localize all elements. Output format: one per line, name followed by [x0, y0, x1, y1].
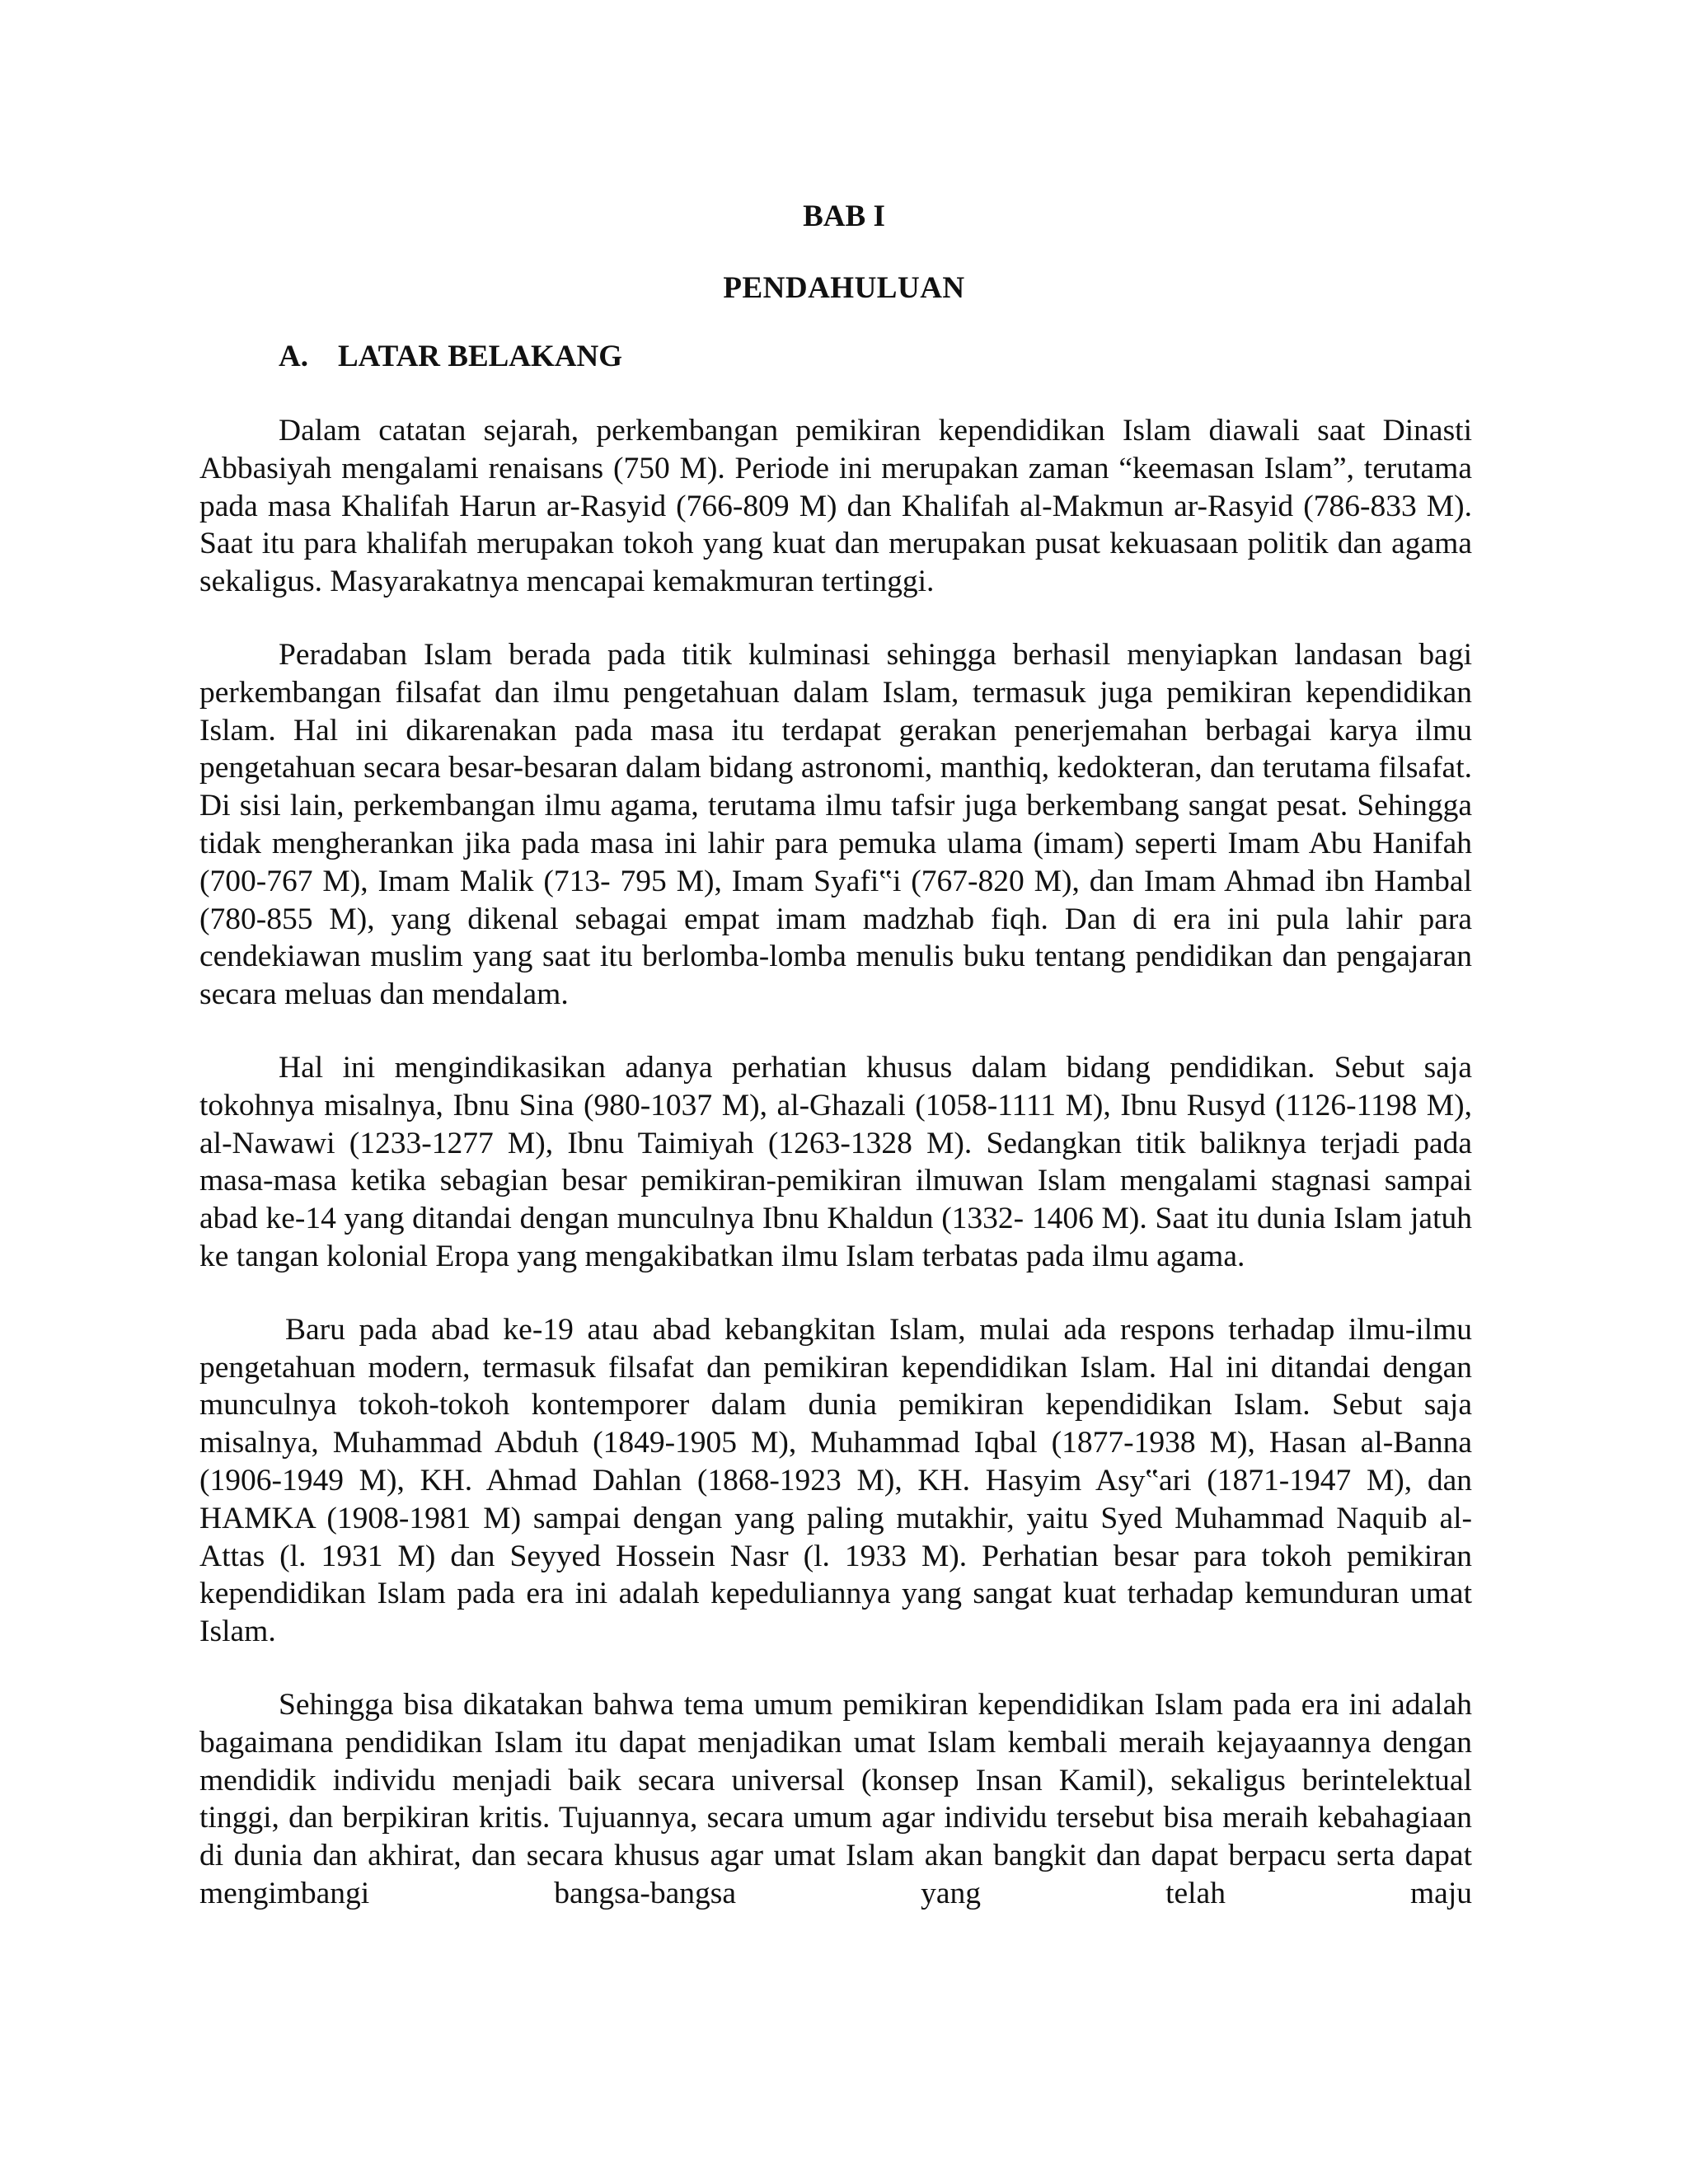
chapter-title: PENDAHULUAN — [723, 271, 965, 305]
paragraph-3: Hal ini mengindikasikan adanya perhatian khusus dalam bidang pendidikan. Sebut saja tokohnya misalnya, Ibnu Sina (980-1037 M), al-Ghazali (1058-1111 M), Ibnu Rusyd (1126-1198 M), al-Nawawi (1233-1277 M), Ibnu Taimiyah (1263-1328 M). Sedangkan titik baliknya terjadi pada masa-masa ketika sebagian besar pemikiran-pemikiran ilmuwan Islam mengalami stagnasi sampai abad ke-14 yang ditandai dengan munculnya Ibnu Khaldun (1332- 1406 M). Saat itu dunia Islam jatuh ke tangan kolonial Eropa yang mengakibatkan ilmu Islam terbatas pada ilmu agama. — [199, 1050, 1472, 1273]
section-title: LATAR BELAKANG — [338, 340, 623, 373]
chapter-number: BAB I — [803, 199, 885, 233]
paragraph-4: Baru pada abad ke-19 atau abad kebangkitan Islam, mulai ada respons terhadap ilmu-ilmu pengetahuan modern, termasuk filsafat dan pemikiran kependidikan Islam. Hal ini ditandai dengan munculnya tokoh-tokoh kontemporer dalam dunia pemikiran kependidikan Islam. Sebut saja misalnya, Muhammad Abduh (1849-1905 M), Muhammad Iqbal (1877-1938 M), Hasan al-Banna (1906-1949 M), KH. Ahmad Dahlan (1868-1923 M), KH. Hasyim Asy‟ari (1871-1947 M), dan HAMKA (1908-1981 M) sampai dengan yang paling mutakhir, yaitu Syed Muhammad Naquib al-Attas (l. 1931 M) dan Seyyed Hossein Nasr (l. 1933 M). Perhatian besar para tokoh pemikiran kependidikan Islam pada era ini adalah kepeduliannya yang sangat kuat terhadap kemunduran umat Islam. — [199, 1312, 1472, 1649]
paragraph-1: Dalam catatan sejarah, perkembangan pemikiran kependidikan Islam diawali saat Dinasti Abbasiyah mengalami renaisans (750 M). Periode ini merupakan zaman “keemasan Islam”, terutama pada masa Khalifah Harun ar-Rasyid (766-809 M) dan Khalifah al-Makmun ar-Rasyid (786-833 M). Saat itu para khalifah merupakan tokoh yang kuat dan merupakan pusat kekuasaan politik dan agama sekaligus. Masyarakatnya mencapai kemakmuran tertinggi. — [199, 414, 1472, 599]
paragraph-2: Peradaban Islam berada pada titik kulminasi sehingga berhasil menyiapkan landasan bagi perkembangan filsafat dan ilmu pengetahuan dalam Islam, termasuk juga pemikiran kependidikan Islam. Hal ini dikarenakan pada masa itu terdapat gerakan penerjemahan berbagai karya ilmu pengetahuan secara besar-besaran dalam bidang astronomi, manthiq, kedokteran, dan terutama filsafat. Di sisi lain, perkembangan ilmu agama, terutama ilmu tafsir juga berkembang sangat pesat. Sehingga tidak mengherankan jika pada masa ini lahir para pemuka ulama (imam) seperti Imam Abu Hanifah (700-767 M), Imam Malik (713- 795 M), Imam Syafi‟i (767-820 M), dan Imam Ahmad ibn Hambal (780-855 M), yang dikenal sebagai empat imam madzhab fiqh. Dan di era ini pula lahir para cendekiawan muslim yang saat itu berlomba-lomba menulis buku tentang pendidikan dan pengajaran secara meluas dan mendalam. — [199, 637, 1472, 1012]
section-heading — [279, 338, 622, 376]
body-text — [199, 412, 1472, 1913]
section-letter: A. — [279, 340, 308, 373]
paragraph-5: Sehingga bisa dikatakan bahwa tema umum pemikiran kependidikan Islam pada era ini adalah bagaimana pendidikan Islam itu dapat menjadikan umat Islam kembali meraih kejayaannya dengan mendidik individu menjadi baik secara universal (konsep Insan Kamil), sekaligus berintelektual tinggi, dan berpikiran kritis. Tujuannya, secara umum agar individu tersebut bisa meraih kebahagiaan di dunia dan akhirat, dan secara khusus agar umat Islam akan bangkit dan dapat berpacu serta dapat mengimbangi bangsa-bangsa yang telah maju — [199, 1687, 1472, 1910]
